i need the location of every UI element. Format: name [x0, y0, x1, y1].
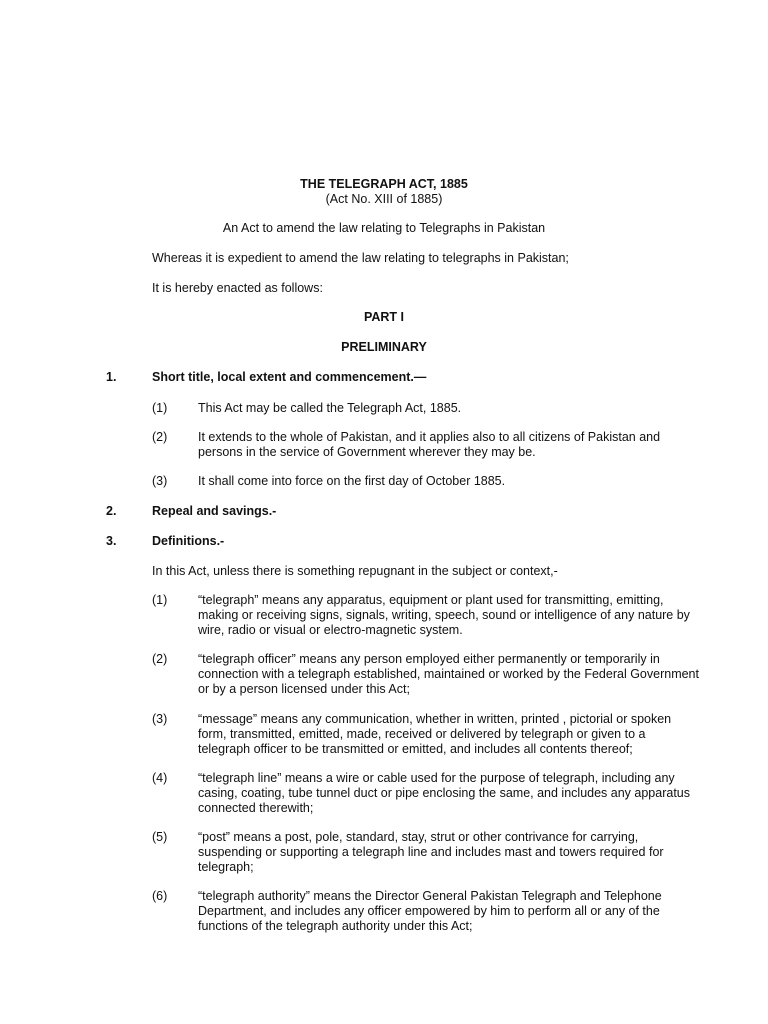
subsection-text: “post” means a post, pole, standard, stay, strut or other contrivance for carrying, suspending or supporting a telegraph line and includes mast and towers required for telegraph; — [198, 830, 664, 874]
subsection-number: (1) — [152, 401, 168, 415]
section-number: 2. — [106, 504, 117, 518]
subsection-text: It shall come into force on the first day of October 1885. — [198, 474, 506, 488]
subsection-text: “telegraph authority” means the Director General Pakistan Telegraph and Telephone Department, and includes any officer empowered by him to perform all or any of the functions of the telegraph authority under this Act; — [198, 889, 662, 933]
subsection-number: (2) — [152, 430, 168, 444]
act-number: (Act No. XIII of 1885) — [325, 192, 443, 206]
long-title: An Act to amend the law relating to Telegraphs in Pakistan — [222, 221, 546, 235]
preamble-whereas: Whereas it is expedient to amend the law relating to telegraphs in Pakistan; — [152, 251, 569, 265]
section-heading: Definitions.- — [152, 534, 225, 548]
subsection-number: (2) — [152, 652, 168, 666]
section-heading: Repeal and savings.- — [152, 504, 277, 518]
act-title: THE TELEGRAPH ACT, 1885 — [300, 177, 468, 191]
part-name: PRELIMINARY — [341, 340, 427, 354]
subsection-number: (6) — [152, 889, 168, 903]
subsection-text: This Act may be called the Telegraph Act, 1885. — [198, 401, 462, 415]
subsection-number: (1) — [152, 593, 168, 607]
subsection-number: (3) — [152, 474, 168, 488]
subsection-number: (4) — [152, 771, 168, 785]
section-number: 1. — [106, 370, 117, 384]
subsection-number: (3) — [152, 712, 168, 726]
section-heading: Short title, local extent and commencement.— — [152, 370, 427, 384]
subsection-text: It extends to the whole of Pakistan, and it applies also to all citizens of Pakistan and persons in the service of Government wherever they may be. — [198, 430, 661, 459]
section-intro: In this Act, unless there is something repugnant in the subject or context,- — [152, 564, 558, 578]
preamble-enacted: It is hereby enacted as follows: — [152, 281, 323, 295]
subsection-text: “message” means any communication, whether in written, printed , pictorial or spoken form, transmitted, emitted, made, received or delivered by telegraph or given to a telegraph officer to be transmitted or emitted, and includes all contents thereof; — [198, 712, 672, 756]
part-label: PART I — [363, 310, 405, 324]
subsection-text: “telegraph” means any apparatus, equipment or plant used for transmitting, emitting, making or receiving signs, signals, writing, speech, sound or intelligence of any nature by wire, radio or visual or electro-magnetic system. — [198, 593, 690, 637]
subsection-text: “telegraph line” means a wire or cable used for the purpose of telegraph, including any casing, coating, tube tunnel duct or pipe enclosing the same, and includes any apparatus connected therewith; — [198, 771, 690, 815]
section-number: 3. — [106, 534, 117, 548]
subsection-text: “telegraph officer” means any person employed either permanently or temporarily in connection with a telegraph established, maintained or worked by the Federal Government or by a person licensed under this Act; — [198, 652, 699, 696]
subsection-number: (5) — [152, 830, 168, 844]
